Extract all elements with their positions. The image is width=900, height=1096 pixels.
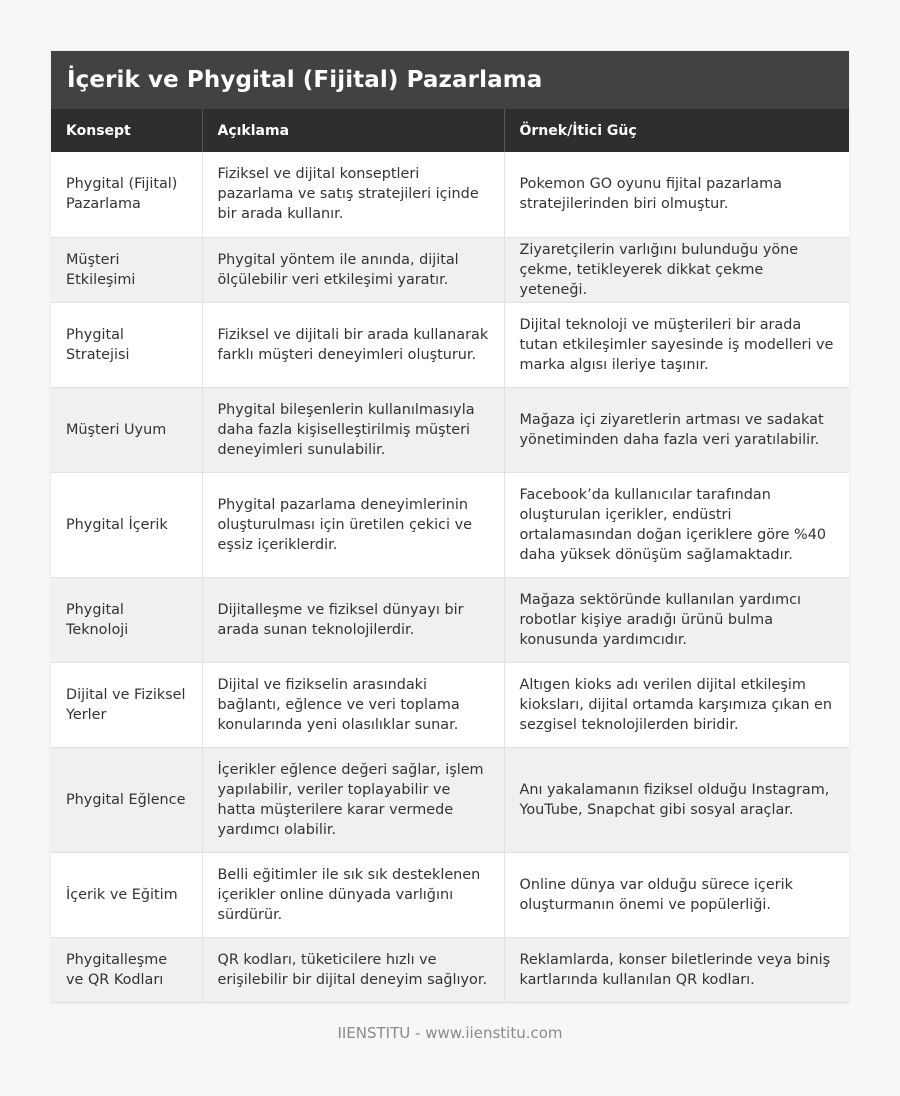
cell-description: Fiziksel ve dijital konseptleri pazarlama ve satış stratejileri içinde bir arada kullanır. xyxy=(202,152,504,237)
table-row xyxy=(51,387,849,472)
table-row xyxy=(51,472,849,577)
cell-concept: Phygitalleşme ve QR Kodları xyxy=(51,937,202,1002)
cell-description: Dijital ve fizikselin arasındaki bağlantı, eğlence ve veri toplama konularında yeni olasılıklar sunar. xyxy=(202,662,504,747)
cell-example: Altıgen kioks adı verilen dijital etkileşim kioksları, dijital ortamda karşımıza çıkan en sezgisel teknolojilerden biridir. xyxy=(504,662,849,747)
content-table-card xyxy=(51,51,849,1003)
column-header-example: Örnek/İtici Güç xyxy=(519,122,637,139)
column-header-description: Açıklama xyxy=(202,109,504,152)
table-title: İçerik ve Phygital (Fijital) Pazarlama xyxy=(51,51,849,109)
cell-description: Belli eğitimler ile sık sık desteklenen içerikler online dünyada varlığını sürdürür. xyxy=(202,852,504,937)
cell-concept: Phygital Stratejisi xyxy=(51,302,202,387)
cell-concept: Müşteri Etkileşimi xyxy=(51,237,202,302)
cell-description: Phygital pazarlama deneyimlerinin oluşturulması için üretilen çekici ve eşsiz içeriklerdir. xyxy=(202,472,504,577)
cell-description: Fiziksel ve dijitali bir arada kullanarak farklı müşteri deneyimleri oluşturur. xyxy=(202,302,504,387)
cell-concept: Phygital Eğlence xyxy=(51,747,202,852)
concept-table xyxy=(51,109,849,1003)
table-row xyxy=(51,747,849,852)
cell-example: Ziyaretçilerin varlığını bulunduğu yöne çekme, tetikleyerek dikkat çekme yeteneği. xyxy=(504,237,849,302)
cell-description: QR kodları, tüketicilere hızlı ve erişilebilir bir dijital deneyim sağlıyor. xyxy=(202,937,504,1002)
table-row xyxy=(51,237,849,302)
cell-description: Phygital bileşenlerin kullanılmasıyla daha fazla kişiselleştirilmiş müşteri deneyimleri sunulabilir. xyxy=(202,387,504,472)
cell-concept: Phygital İçerik xyxy=(51,472,202,577)
cell-example: Pokemon GO oyunu fijital pazarlama stratejilerinden biri olmuştur. xyxy=(504,152,849,237)
cell-example: Anı yakalamanın fiziksel olduğu Instagram, YouTube, Snapchat gibi sosyal araçlar. xyxy=(504,747,849,852)
table-row xyxy=(51,577,849,662)
cell-description: Phygital yöntem ile anında, dijital ölçülebilir veri etkileşimi yaratır. xyxy=(202,237,504,302)
table-row xyxy=(51,302,849,387)
cell-example: Reklamlarda, konser biletlerinde veya biniş kartlarında kullanılan QR kodları. xyxy=(504,937,849,1002)
table-row xyxy=(51,852,849,937)
cell-concept: Müşteri Uyum xyxy=(51,387,202,472)
table-row xyxy=(51,152,849,237)
cell-example: Mağaza içi ziyaretlerin artması ve sadakat yönetiminden daha fazla veri yaratılabilir. xyxy=(504,387,849,472)
cell-description: İçerikler eğlence değeri sağlar, işlem yapılabilir, veriler toplayabilir ve hatta müşterilere karar vermede yardımcı olabilir. xyxy=(202,747,504,852)
cell-example: Online dünya var olduğu sürece içerik oluşturmanın önemi ve popülerliği. xyxy=(504,852,849,937)
cell-concept: Dijital ve Fiziksel Yerler xyxy=(51,662,202,747)
table-row xyxy=(51,662,849,747)
footer-credit: IIENSTITU - www.iienstitu.com xyxy=(337,1024,563,1042)
cell-concept: Phygital Teknoloji xyxy=(51,577,202,662)
cell-concept: Phygital (Fijital) Pazarlama xyxy=(51,152,202,237)
table-header-row xyxy=(51,109,849,152)
cell-concept: İçerik ve Eğitim xyxy=(51,852,202,937)
cell-description: Dijitalleşme ve fiziksel dünyayı bir arada sunan teknolojilerdir. xyxy=(202,577,504,662)
cell-example: Mağaza sektöründe kullanılan yardımcı robotlar kişiye aradığı ürünü bulma konusunda yardımcıdır. xyxy=(504,577,849,662)
table-row xyxy=(51,937,849,1002)
cell-example: Facebook’da kullanıcılar tarafından oluşturulan içerikler, endüstri ortalamasından doğan içeriklere göre %40 daha yüksek dönüşüm sağlamaktadır. xyxy=(504,472,849,577)
column-header-concept: Konsept xyxy=(51,109,202,152)
cell-example: Dijital teknoloji ve müşterileri bir arada tutan etkileşimler sayesinde iş modelleri ve marka algısı ileriye taşınır. xyxy=(504,302,849,387)
